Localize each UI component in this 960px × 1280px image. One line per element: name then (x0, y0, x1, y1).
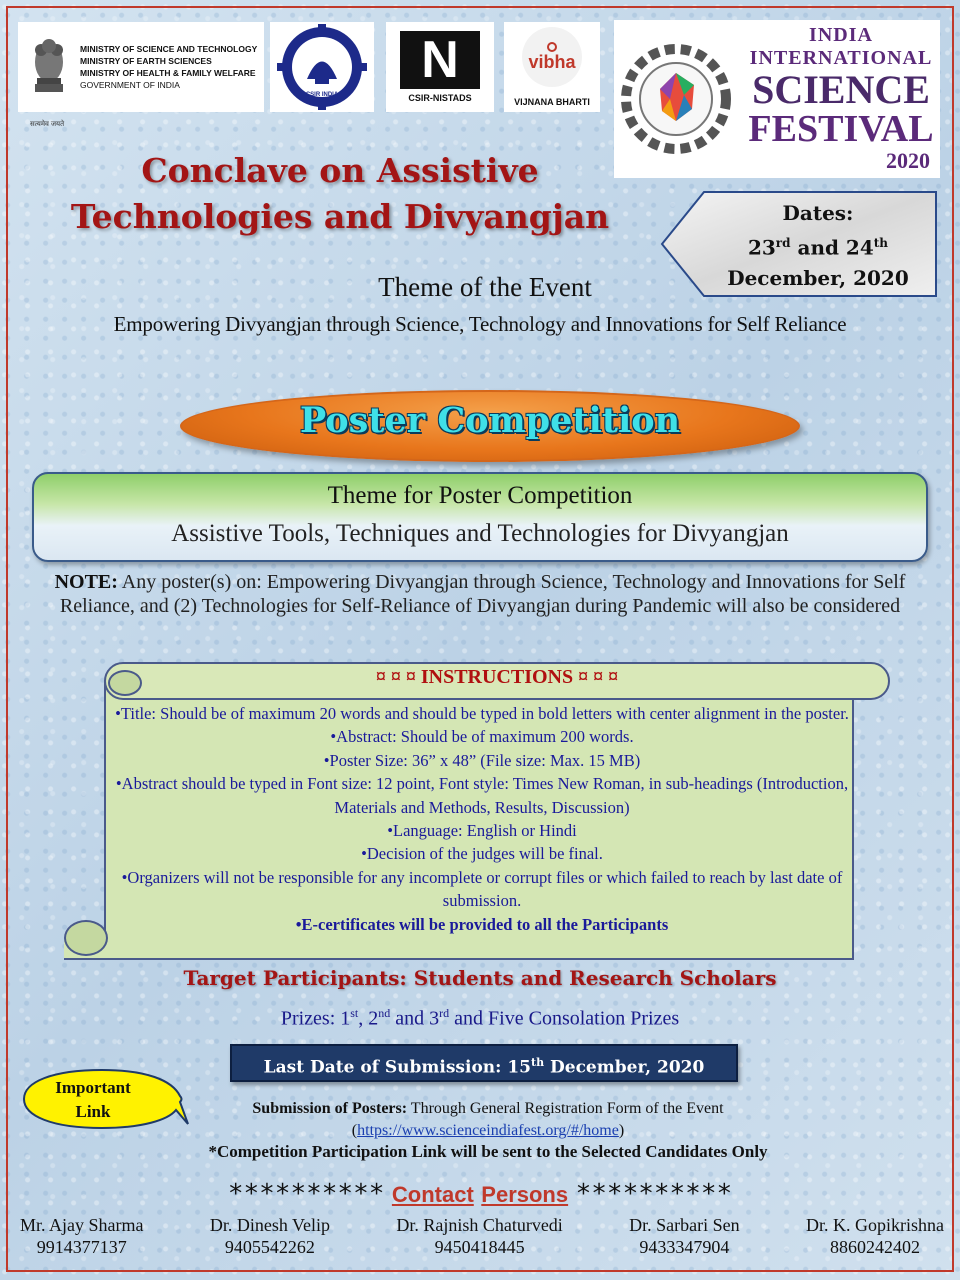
main-title-line-2: Technologies and Divyangjan (70, 197, 610, 236)
gov-line-4: GOVERNMENT OF INDIA (80, 80, 180, 90)
contact-heading (0, 1176, 960, 1210)
participation-note: *Competition Participation Link will be sent to the Selected Candidates Only (208, 1142, 768, 1161)
instruction-item: •Abstract: Should be of maximum 200 words. (330, 727, 634, 747)
submission-text: Through General Registration Form of the Event (407, 1100, 724, 1117)
prize-2: , 2 (358, 1007, 379, 1030)
gov-line-1: MINISTRY OF SCIENCE AND TECHNOLOGY (80, 44, 258, 54)
nistads-n-icon: N (400, 31, 480, 89)
submission-label: Submission of Posters: (252, 1100, 408, 1117)
instruction-item: •Organizers will not be responsible for any incomplete or corrupt files or which failed to reach by last date of submission. (121, 867, 843, 911)
dates-days (710, 228, 926, 263)
note-label: NOTE: (54, 571, 118, 593)
instruction-item: •Decision of the judges will be final. (361, 844, 603, 864)
paren-open: ( (351, 1122, 358, 1139)
contact-word: Contact (391, 1182, 474, 1207)
theme-heading: Theme of the Event (378, 272, 592, 302)
prize-3: and 3 (390, 1007, 440, 1030)
person-phone: 8860242402 (829, 1237, 920, 1257)
person-phone: 9450418445 (434, 1237, 525, 1257)
note-paragraph (40, 570, 920, 618)
last-date-text: Last Date of Submission: 15 (263, 1057, 532, 1078)
iisf-logo (614, 20, 940, 178)
last-date-sup: th (531, 1056, 545, 1069)
contact-person (806, 1214, 944, 1258)
person-phone: 9405542262 (224, 1237, 315, 1257)
person-phone: 9433347904 (639, 1237, 730, 1257)
government-logo (18, 22, 264, 128)
poster-theme-text: Assistive Tools, Techniques and Technologies for Divyangjan (171, 520, 789, 547)
prizes-line (0, 1006, 960, 1031)
instructions-title: ¤ ¤ ¤ INSTRUCTIONS ¤ ¤ ¤ (375, 666, 619, 688)
poster-competition-title: Poster Competition (299, 400, 681, 441)
gov-line-2: MINISTRY OF EARTH SCIENCES (80, 56, 212, 66)
important-link-line-2: Link (75, 1102, 111, 1121)
contact-person (20, 1214, 144, 1258)
theme-text: Empowering Divyangjan through Science, Technology and Innovations for Self Reliance (113, 312, 847, 336)
note-text: Any poster(s) on: Empowering Divyangjan through Science, Technology and Innovations for Self Reliance, and (2) Technologies for Self-Reliance of Divyangjan during Pandemic will also be considered (59, 571, 906, 617)
iisf-line-international: INTERNATIONAL (749, 47, 933, 69)
scroll-curl-bottom-icon (64, 920, 108, 956)
person-name: Dr. Sarbari Sen (629, 1215, 740, 1235)
vibha-logo (504, 22, 600, 112)
vibha-caption: VIJNANA BHARTI (514, 97, 590, 107)
important-link-line-1: Important (55, 1078, 131, 1097)
important-link-text (28, 1076, 158, 1124)
iisf-line-science: SCIENCE (752, 67, 930, 112)
stars-left: ********** (227, 1179, 385, 1209)
instruction-item: •Title: Should be of maximum 20 words and should be typed in bold letters with center alignment in the poster. (115, 704, 849, 723)
persons-word: Persons (481, 1182, 569, 1207)
date-sup-1: rd (775, 236, 791, 250)
person-name: Mr. Ajay Sharma (20, 1215, 144, 1235)
contact-persons-list (20, 1214, 944, 1258)
contact-person (210, 1214, 330, 1258)
dates-label: Dates: (782, 201, 854, 225)
target-participants: Target Participants: Students and Research Scholars (183, 966, 777, 990)
date-day-2: and 24 (790, 235, 874, 260)
national-emblem-icon (24, 28, 74, 106)
person-name: Dr. Rajnish Chaturvedi (396, 1215, 563, 1235)
contact-person (629, 1214, 739, 1258)
dates-month: December, 2020 (727, 265, 909, 290)
prize-sup-1: st (350, 1006, 359, 1020)
instruction-item: •Language: English or Hindi (387, 821, 577, 841)
gov-line-3: MINISTRY OF HEALTH & FAMILY WELFARE (80, 68, 256, 78)
csir-caption: CSIR INDIA (305, 92, 339, 98)
main-title (20, 148, 660, 240)
date-day-1: 23 (747, 235, 776, 260)
person-name: Dr. K. Gopikrishna (805, 1215, 944, 1235)
person-phone: 9914377137 (36, 1237, 127, 1257)
person-name: Dr. Dinesh Velip (209, 1215, 330, 1235)
contact-person (396, 1214, 562, 1258)
iisf-line-india: INDIA (809, 24, 873, 46)
vibha-circle-icon (522, 27, 582, 87)
prize-1: Prizes: 1 (280, 1007, 351, 1030)
iisf-line-year: 2020 (886, 148, 930, 173)
submission-info (150, 1098, 826, 1142)
last-date-rest: December, 2020 (544, 1057, 705, 1078)
prize-4: and Five Consolation Prizes (449, 1007, 680, 1030)
instruction-item: •Poster Size: 36” x 48” (File size: Max. 15 MB) (323, 750, 641, 770)
iisf-line-festival: FESTIVAL (748, 108, 934, 150)
vibha-word: vibha (528, 51, 576, 72)
prize-sup-2: nd (378, 1006, 391, 1020)
emblem-caption: सत्यमेव जयते (30, 121, 65, 128)
last-date-banner (230, 1044, 738, 1082)
main-title-line-1: Conclave on Assistive (141, 151, 539, 190)
nistads-logo (386, 22, 494, 112)
nistads-caption: CSIR-NISTADS (408, 93, 472, 103)
poster-theme-heading: Theme for Poster Competition (327, 482, 633, 509)
paren-close: ) (618, 1122, 625, 1139)
date-sup-2: th (873, 236, 889, 250)
registration-link[interactable]: https://www.scienceindiafest.org/#/home (357, 1122, 619, 1139)
stars-right: ********** (575, 1179, 733, 1209)
instructions-list (112, 702, 852, 936)
prize-sup-3: rd (439, 1006, 450, 1020)
instruction-item: •Abstract should be typed in Font size: 12 point, Font style: Times New Roman, in sub-headings (Introduction, Materials and Methods, Results, Discussion) (115, 774, 849, 817)
csir-logo (270, 22, 374, 112)
instruction-final: •E-certificates will be provided to all the Participants (295, 914, 669, 934)
